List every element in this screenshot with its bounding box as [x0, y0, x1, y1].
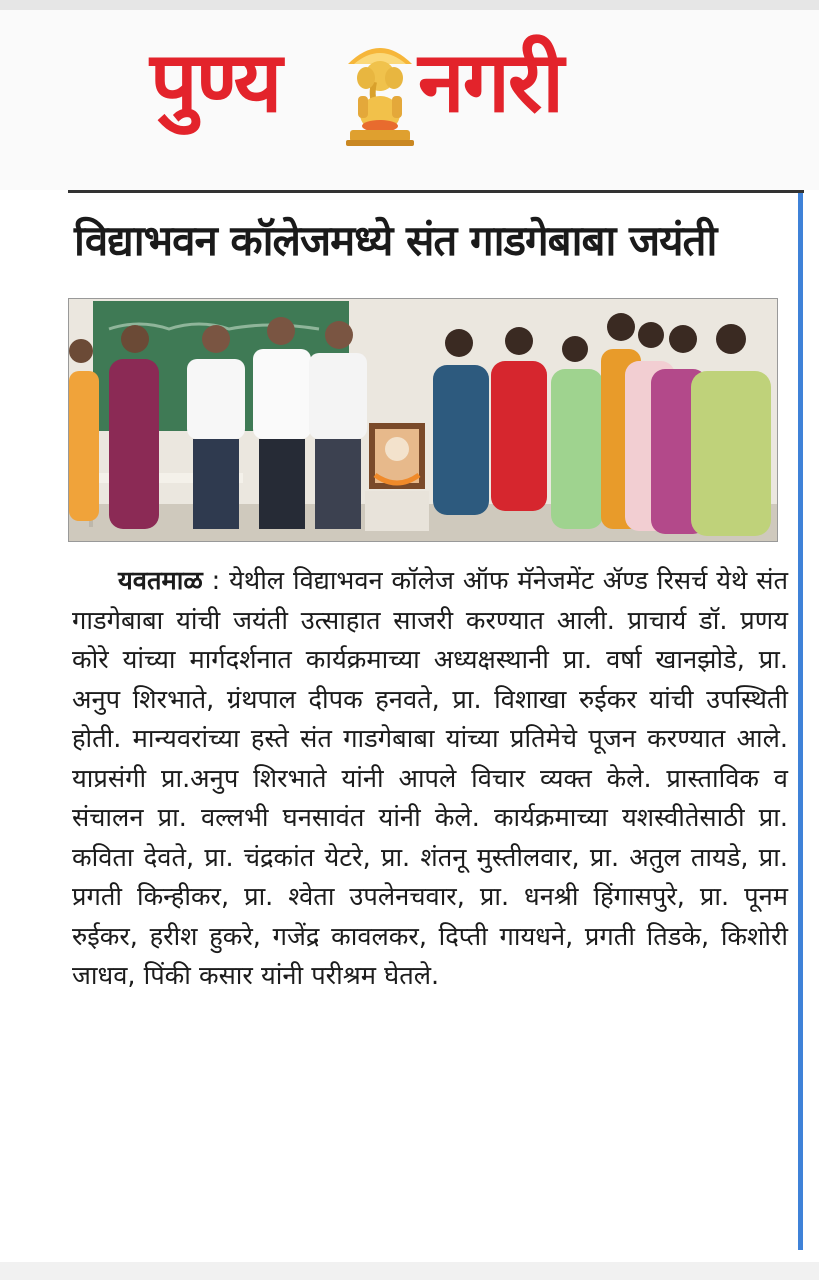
bottom-band: [0, 1262, 819, 1280]
article-body-text: येथील विद्याभवन कॉलेज ऑफ मॅनेजमेंट ॲण्ड रिसर्च येथे संत गाडगेबाबा यांची जयंती उत्साहात साजरी करण्यात आली. प्राचार्य डॉ. प्रणय कोरे यांच्या मार्गदर्शनात कार्यक्रमाच्या अध्यक्षस्थानी प्रा. वर्षा खानझोडे, प्रा. अनुप शिरभाते, ग्रंथपाल दीपक हनवते, प्रा. विशाखा रुईकर यांची उपस्थिती होती. मान्यवरांच्या हस्ते संत गाडगेबाबा यांच्या प्रतिमेचे पूजन करण्यात आले. याप्रसंगी प्रा.अनुप शिरभाते यांनी आपले विचार व्यक्त केले. प्रास्ताविक व संचालन प्रा. वल्लभी घनसावंत यांनी केले. कार्यक्रमाच्या यशस्वीतेसाठी प्रा. कविता देवते, प्रा. चंद्रकांत येटरे, प्रा. शंतनू मुस्तीलवार, प्रा. अतुल तायडे, प्रा. प्रगती किन्हीकर, प्रा. श्वेता उपलेनचवार, प्रा. धनश्री हिंगासपुरे, प्रा. पूनम रुईकर, हरीश हुकरे, गजेंद्र कावलकर, दिप्ती गायधने, प्रगती तिडके, किशोरी जाधव, पिंकी कसार यांनी परीश्रम घेतले.: [72, 566, 788, 991]
dateline-separator: :: [202, 566, 230, 596]
event-photo: [68, 298, 778, 542]
article-headline: विद्याभवन कॉलेजमध्ये संत गाडगेबाबा जयंती: [74, 216, 717, 265]
ganesha-icon: [340, 38, 420, 150]
masthead-title-left: पुण्य: [150, 33, 281, 131]
top-band: [0, 0, 819, 10]
article-body: [72, 562, 788, 997]
article-side-rule: [798, 193, 803, 1250]
dateline: यवतमाळ: [118, 566, 203, 596]
masthead-title-right: नगरी: [418, 33, 563, 131]
